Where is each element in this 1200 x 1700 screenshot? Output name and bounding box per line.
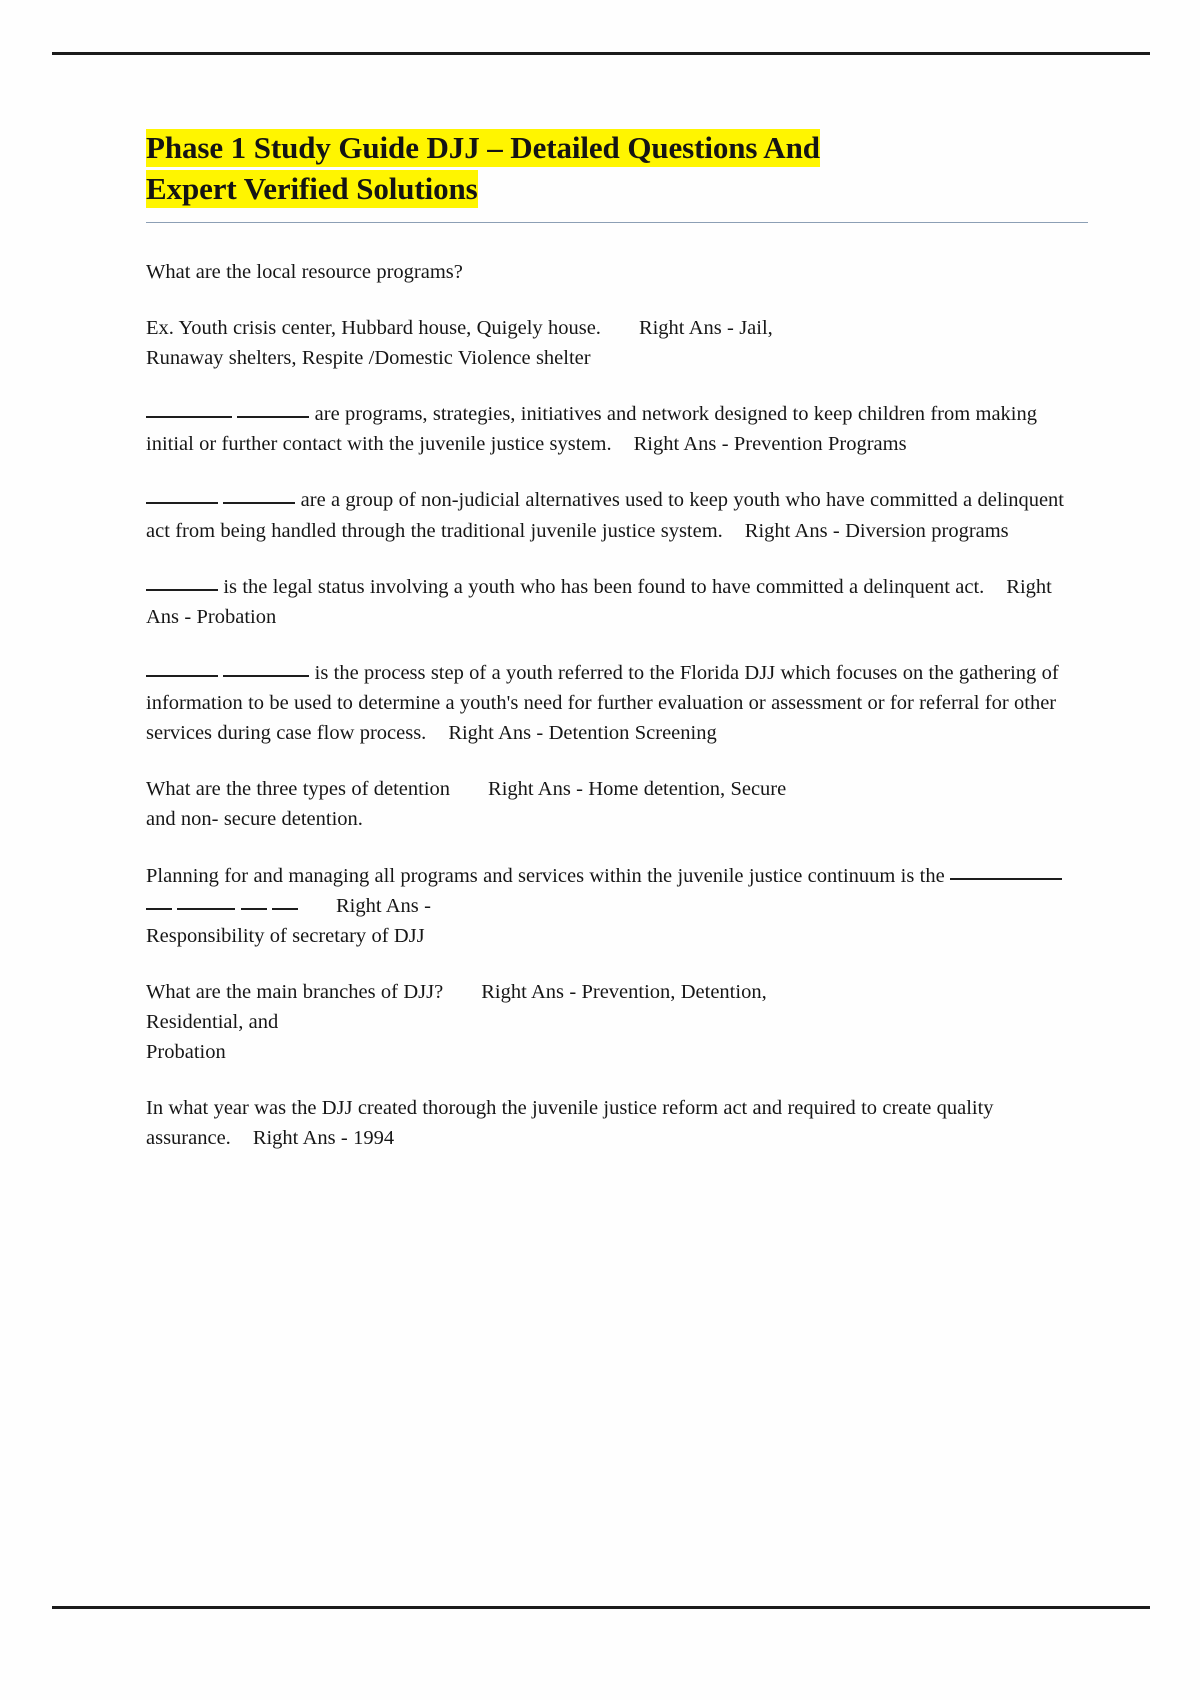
answer-continued: Residential, and [146, 1011, 279, 1034]
question-text: What are the three types of detention [146, 778, 451, 801]
page-title-line-2: Expert Verified Solutions [146, 170, 478, 206]
blank-line [177, 895, 235, 910]
blank-line [272, 895, 298, 910]
question-text: Planning for and managing all programs and services within the juvenile justice continuum is the [146, 864, 945, 887]
page-title [146, 128, 1008, 210]
question-text: are programs, strategies, initiatives and network designed to keep children from making initial or further contact with the juvenile justice system. [146, 403, 1037, 456]
blank-line [146, 895, 172, 910]
blank-line [146, 489, 218, 504]
blank-line [223, 489, 295, 504]
blank-line [146, 662, 218, 677]
qa-item-three-types-detention [146, 774, 1076, 834]
answer-text: Right Ans - Diversion programs [744, 519, 1009, 542]
question-text: In what year was the DJJ created thorough the juvenile justice reform act and required to create quality assurance. [146, 1097, 994, 1150]
answer-text: Right Ans - Jail, [638, 316, 773, 339]
answer-continued: Runaway shelters, Respite /Domestic Violence shelter [146, 347, 591, 370]
answer-continued: and non- secure detention. [146, 808, 363, 831]
blank-line [241, 895, 267, 910]
qa-list [146, 257, 1086, 1154]
answer-text: Right Ans - [335, 894, 431, 917]
blank-line [223, 662, 309, 677]
answer-text: Right Ans - Home detention, Secure [488, 778, 787, 801]
answer-continued-2: Probation [146, 1041, 226, 1064]
blank-line [146, 403, 232, 418]
qa-item-prevention-programs [146, 399, 1076, 459]
title-divider [146, 222, 1088, 223]
question-text: is the legal status involving a youth who has been found to have committed a delinquent act. [223, 575, 985, 598]
qa-item-detention-screening [146, 658, 1076, 748]
answer-text: Right Ans - Probation [146, 575, 1052, 628]
blank-line [237, 403, 309, 418]
question-text: are a group of non-judicial alternatives used to keep youth who have committed a delinquent act from being handled through the traditional juvenile justice system. [146, 489, 1064, 542]
answer-text: Right Ans - Prevention Programs [633, 433, 907, 456]
blank-line [950, 865, 1062, 880]
blank-line [146, 576, 218, 591]
qa-item-secretary-responsibility [146, 861, 1076, 951]
answer-text: Right Ans - Detention Screening [448, 722, 717, 745]
answer-continued: Responsibility of secretary of DJJ [146, 924, 425, 947]
question-text: Ex. Youth crisis center, Hubbard house, Quigely house. [146, 316, 601, 339]
qa-item-probation [146, 572, 1076, 632]
qa-item-year-created [146, 1093, 1076, 1153]
page-top-rule [52, 52, 1150, 55]
answer-text: Right Ans - 1994 [252, 1127, 395, 1150]
question-text: What are the main branches of DJJ? [146, 980, 444, 1003]
question-text: What are the local resource programs? [146, 260, 463, 283]
qa-item-local-resource-programs [146, 257, 1076, 287]
qa-item-youth-crisis-center [146, 313, 1076, 373]
qa-item-main-branches [146, 977, 1076, 1067]
page-bottom-rule [52, 1606, 1150, 1609]
document-content [146, 128, 1086, 1154]
page-title-line-1: Phase 1 Study Guide DJJ – Detailed Questions And [146, 130, 820, 165]
answer-text: Right Ans - Prevention, Detention, [481, 980, 767, 1003]
question-text: is the process step of a youth referred to the Florida DJJ which focuses on the gathering of information to be used to determine a youth's need for further evaluation or assessment or for referral for other services during case flow process. [146, 661, 1059, 745]
qa-item-diversion-programs [146, 485, 1076, 545]
